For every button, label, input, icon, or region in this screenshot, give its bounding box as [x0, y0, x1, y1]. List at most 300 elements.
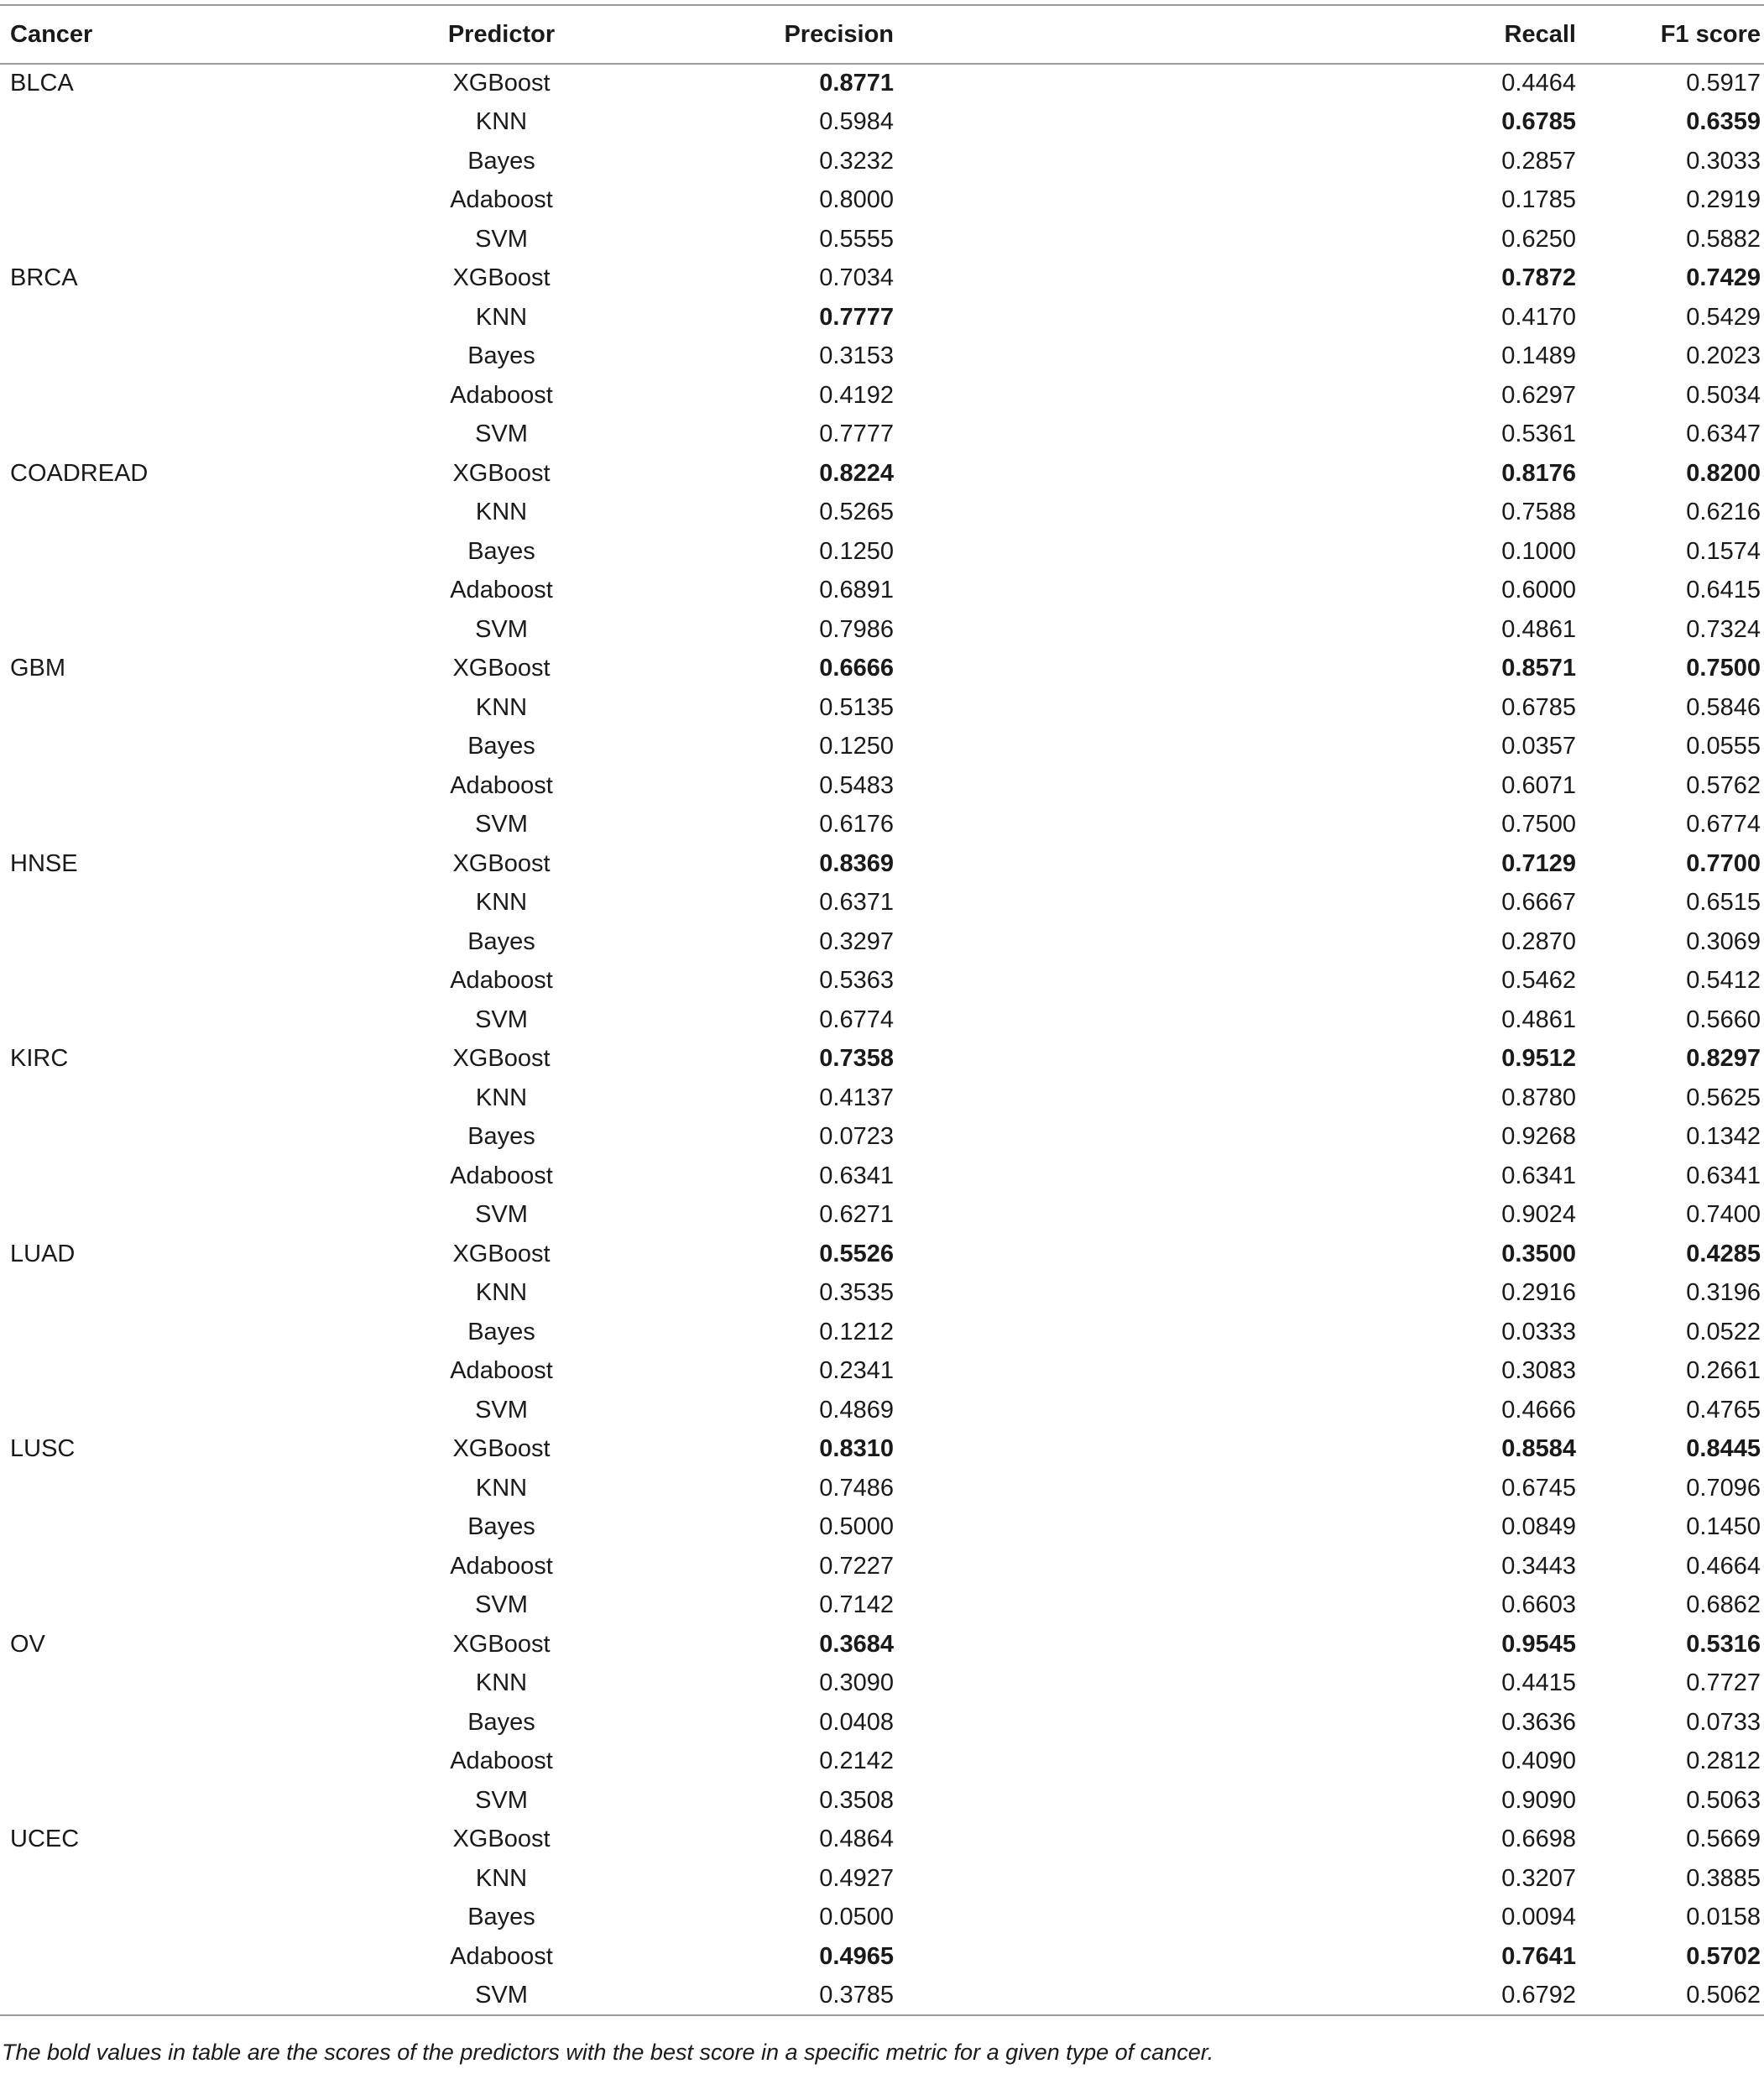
cell-recall: 0.1000 — [1501, 537, 1576, 565]
table-row — [0, 806, 1764, 845]
cell-precision: 0.2341 — [819, 1357, 894, 1385]
table-body — [0, 64, 1764, 2015]
cell-cancer — [0, 337, 420, 377]
cell-cancer: KIRC — [10, 1045, 69, 1073]
table-row — [0, 1274, 1764, 1314]
cell-cancer: UCEC — [10, 1826, 80, 1853]
cell-recall: 0.9512 — [1501, 1045, 1576, 1073]
cell-predictor: Adaboost — [450, 186, 553, 214]
cell-predictor: SVM — [475, 421, 528, 448]
cell-f1-score: 0.8200 — [1686, 459, 1761, 487]
cell-recall: 0.7500 — [1501, 811, 1576, 838]
cell-precision: 0.8310 — [819, 1435, 894, 1463]
cell-recall: 0.7129 — [1501, 849, 1576, 877]
cell-recall: 0.4464 — [1501, 70, 1576, 97]
table-row — [0, 1118, 1764, 1157]
cell-cancer: LUSC — [10, 1435, 76, 1463]
cell-predictor: SVM — [475, 1591, 528, 1619]
cell-cancer: BRCA — [10, 264, 78, 292]
cell-predictor: XGBoost — [452, 459, 551, 487]
cell-recall: 0.6250 — [1501, 225, 1576, 253]
cell-recall: 0.6667 — [1501, 889, 1576, 917]
cell-recall: 0.3207 — [1501, 1864, 1576, 1892]
cell-f1-score: 0.5702 — [1686, 1942, 1761, 1970]
cell-cancer — [0, 1079, 420, 1118]
cell-precision: 0.3090 — [819, 1669, 894, 1697]
cell-recall: 0.2870 — [1501, 927, 1576, 955]
cell-recall: 0.4170 — [1501, 303, 1576, 331]
cell-predictor: SVM — [420, 1977, 583, 2016]
cell-recall: 0.5361 — [1501, 421, 1576, 448]
cell-predictor: Bayes — [467, 1904, 535, 1931]
table-row — [0, 64, 1764, 103]
cell-predictor: Bayes — [467, 537, 535, 565]
table-row — [0, 1196, 1764, 1236]
cell-predictor: XGBoost — [452, 849, 551, 877]
table-row — [0, 220, 1764, 259]
cell-precision: 0.7358 — [819, 1045, 894, 1073]
cell-cancer — [0, 766, 420, 806]
table-row — [0, 259, 1764, 299]
cell-predictor: SVM — [475, 225, 528, 253]
cell-cancer — [0, 1508, 420, 1548]
cell-cancer: COADREAD — [10, 459, 149, 487]
table-row — [0, 337, 1764, 377]
cell-cancer — [0, 1664, 420, 1704]
cell-precision: 0.7034 — [819, 264, 894, 292]
cell-f1-score: 0.0522 — [1686, 1318, 1761, 1345]
cell-recall: 0.5462 — [1501, 967, 1576, 995]
cell-f1-score: 0.5660 — [1686, 1006, 1761, 1033]
cell-f1-score: 0.6359 — [1686, 108, 1761, 136]
cell-cancer: OV — [10, 1630, 45, 1658]
cell-predictor: XGBoost — [452, 1630, 551, 1658]
cell-recall: 0.9545 — [1501, 1630, 1576, 1658]
cell-predictor: Adaboost — [450, 1552, 553, 1580]
table-row — [0, 1742, 1764, 1782]
cell-cancer — [0, 1781, 420, 1821]
cell-f1-score: 0.7727 — [1686, 1669, 1761, 1697]
cell-recall: 0.4861 — [1501, 1006, 1576, 1033]
cell-f1-score: 0.0555 — [1686, 733, 1761, 760]
cell-recall: 0.7641 — [1501, 1942, 1576, 1970]
cell-predictor: Adaboost — [450, 1162, 553, 1189]
cell-predictor: XGBoost — [452, 264, 551, 292]
cell-cancer — [0, 962, 420, 1001]
cell-f1-score: 0.5846 — [1686, 693, 1761, 721]
cell-recall: 0.8176 — [1501, 459, 1576, 487]
cell-f1-score: 0.5625 — [1686, 1084, 1761, 1111]
cell-precision: 0.4137 — [819, 1084, 894, 1111]
cell-f1-score: 0.2661 — [1686, 1357, 1761, 1385]
table-row — [0, 1859, 1764, 1899]
cell-f1-score: 0.6347 — [1686, 421, 1761, 448]
table-row — [0, 1703, 1764, 1742]
cell-recall: 0.7872 — [1501, 264, 1576, 292]
cell-recall: 0.3636 — [1501, 1708, 1576, 1736]
cell-recall: 0.6297 — [1501, 381, 1576, 409]
table-row — [0, 1937, 1764, 1977]
cell-f1-score: 0.1450 — [1686, 1513, 1761, 1541]
cell-precision: 0.8771 — [819, 70, 894, 97]
table-row — [0, 1313, 1764, 1352]
cell-cancer — [0, 181, 420, 221]
cell-f1-score: 0.5412 — [1686, 967, 1761, 995]
cell-f1-score: 0.7400 — [1686, 1201, 1761, 1229]
cell-predictor: XGBoost — [452, 1240, 551, 1267]
cell-cancer — [0, 376, 420, 415]
cell-f1-score: 0.0158 — [1686, 1904, 1761, 1931]
cell-precision: 0.2142 — [819, 1747, 894, 1775]
cell-precision: 0.5363 — [819, 967, 894, 995]
cell-f1-score: 0.8297 — [1686, 1045, 1761, 1073]
cell-predictor: Bayes — [467, 147, 535, 175]
cell-precision: 0.7142 — [819, 1591, 894, 1619]
cell-recall: 0.6698 — [1501, 1826, 1576, 1853]
cell-cancer — [0, 1899, 420, 1938]
cell-predictor: Bayes — [467, 342, 535, 370]
cell-f1-score: 0.5762 — [1686, 771, 1761, 799]
table-header — [0, 5, 1764, 64]
cell-recall: 0.6745 — [1501, 1474, 1576, 1502]
cell-predictor: XGBoost — [452, 70, 551, 97]
table-row — [0, 454, 1764, 494]
cell-cancer — [0, 1469, 420, 1508]
table-row — [0, 610, 1764, 650]
cell-f1-score: 0.5917 — [1686, 70, 1761, 97]
cell-recall: 0.6792 — [1171, 1977, 1576, 2016]
header-recall: Recall — [1171, 5, 1576, 64]
cell-predictor: Adaboost — [450, 577, 553, 604]
cell-recall: 0.0357 — [1501, 733, 1576, 760]
table-row — [0, 1508, 1764, 1548]
cell-predictor: Bayes — [467, 1708, 535, 1736]
cell-recall: 0.6071 — [1501, 771, 1576, 799]
cell-recall: 0.8571 — [1501, 655, 1576, 682]
cell-precision: 0.6666 — [819, 655, 894, 682]
cell-cancer — [0, 1313, 420, 1352]
cell-f1-score: 0.6515 — [1686, 889, 1761, 917]
cell-cancer — [0, 220, 420, 259]
cell-cancer — [0, 494, 420, 533]
cell-recall: 0.2857 — [1501, 147, 1576, 175]
cell-precision: 0.3232 — [819, 147, 894, 175]
cell-f1-score: 0.5669 — [1686, 1826, 1761, 1853]
cell-predictor: KNN — [475, 1084, 528, 1111]
table-row — [0, 1664, 1764, 1704]
cell-f1-score: 0.1342 — [1686, 1123, 1761, 1151]
cell-cancer — [0, 1703, 420, 1742]
cell-cancer — [0, 298, 420, 337]
cell-recall: 0.1489 — [1501, 342, 1576, 370]
cell-predictor: Bayes — [467, 1123, 535, 1151]
cell-precision: 0.6371 — [819, 889, 894, 917]
cell-predictor: Adaboost — [450, 771, 553, 799]
cell-precision: 0.3684 — [819, 1630, 894, 1658]
cell-predictor: KNN — [475, 693, 528, 721]
cell-predictor: KNN — [475, 1474, 528, 1502]
cell-f1-score: 0.5034 — [1686, 381, 1761, 409]
cell-f1-score: 0.5429 — [1686, 303, 1761, 331]
table-row — [0, 1157, 1764, 1196]
cell-recall: 0.7588 — [1501, 499, 1576, 526]
cell-precision: 0.5135 — [819, 693, 894, 721]
cell-recall: 0.0094 — [1501, 1904, 1576, 1931]
cell-f1-score: 0.5316 — [1686, 1630, 1761, 1658]
cell-cancer — [0, 806, 420, 845]
cell-precision: 0.7986 — [819, 615, 894, 643]
cell-recall: 0.6000 — [1501, 577, 1576, 604]
cell-predictor: Adaboost — [450, 1747, 553, 1775]
cell-precision: 0.5265 — [819, 499, 894, 526]
cell-recall: 0.9090 — [1501, 1786, 1576, 1814]
cell-cancer — [0, 415, 420, 455]
cell-cancer — [0, 922, 420, 962]
cell-predictor: Adaboost — [450, 1357, 553, 1385]
cell-f1-score: 0.6341 — [1686, 1162, 1761, 1189]
cell-predictor: XGBoost — [452, 1045, 551, 1073]
table-row — [0, 1352, 1764, 1392]
cell-predictor: Bayes — [467, 733, 535, 760]
cell-predictor: SVM — [475, 615, 528, 643]
cell-f1-score: 0.3885 — [1686, 1864, 1761, 1892]
cell-cancer — [0, 688, 420, 728]
cell-predictor: SVM — [475, 1396, 528, 1424]
cell-cancer — [0, 884, 420, 923]
table-row — [0, 142, 1764, 181]
cell-recall: 0.3083 — [1501, 1357, 1576, 1385]
cell-predictor: Bayes — [467, 1513, 535, 1541]
cell-precision: 0.5483 — [819, 771, 894, 799]
table-row — [0, 650, 1764, 689]
cell-f1-score: 0.7700 — [1686, 849, 1761, 877]
cell-predictor: Bayes — [467, 1318, 535, 1345]
cell-precision: 0.4869 — [819, 1396, 894, 1424]
cell-recall: 0.4861 — [1501, 615, 1576, 643]
cell-f1-score: 0.2023 — [1686, 342, 1761, 370]
cell-predictor: KNN — [475, 1279, 528, 1307]
cell-precision: 0.4192 — [819, 381, 894, 409]
cell-f1-score: 0.4664 — [1686, 1552, 1761, 1580]
cell-precision: 0.8000 — [819, 186, 894, 214]
table-row — [0, 1000, 1764, 1040]
cell-f1-score: 0.0733 — [1686, 1708, 1761, 1736]
cell-f1-score: 0.8445 — [1686, 1435, 1761, 1463]
table-row — [0, 844, 1764, 884]
cell-precision: 0.8224 — [819, 459, 894, 487]
header-cancer: Cancer — [0, 5, 420, 64]
cell-cancer — [0, 1118, 420, 1157]
cell-cancer — [0, 1586, 420, 1626]
cell-predictor: KNN — [475, 303, 528, 331]
cell-precision: 0.6341 — [819, 1162, 894, 1189]
cell-precision: 0.7486 — [819, 1474, 894, 1502]
cell-f1-score: 0.6415 — [1686, 577, 1761, 604]
cell-predictor: SVM — [475, 811, 528, 838]
cell-f1-score: 0.3069 — [1686, 927, 1761, 955]
cell-precision: 0.7227 — [819, 1552, 894, 1580]
header-predictor: Predictor — [420, 5, 583, 64]
table-row — [0, 962, 1764, 1001]
table-row — [0, 572, 1764, 611]
cell-recall: 0.8584 — [1501, 1435, 1576, 1463]
table-row — [0, 1391, 1764, 1430]
cell-f1-score: 0.3196 — [1686, 1279, 1761, 1307]
cell-f1-score: 0.2919 — [1686, 186, 1761, 214]
cell-recall: 0.9024 — [1501, 1201, 1576, 1229]
table-row — [0, 1977, 1764, 2016]
cell-precision: 0.8369 — [819, 849, 894, 877]
cell-precision: 0.4927 — [819, 1864, 894, 1892]
cell-precision: 0.6774 — [819, 1006, 894, 1033]
cell-predictor: SVM — [475, 1201, 528, 1229]
cell-recall: 0.1785 — [1501, 186, 1576, 214]
cell-precision: 0.3508 — [819, 1786, 894, 1814]
cell-f1-score: 0.2812 — [1686, 1747, 1761, 1775]
cell-recall: 0.3443 — [1501, 1552, 1576, 1580]
cell-recall: 0.0333 — [1501, 1318, 1576, 1345]
table-row — [0, 1469, 1764, 1508]
cell-f1-score: 0.3033 — [1686, 147, 1761, 175]
cell-cancer — [0, 142, 420, 181]
cell-cancer — [0, 1937, 420, 1977]
cell-predictor: KNN — [475, 499, 528, 526]
cell-precision: 0.6271 — [819, 1201, 894, 1229]
cell-recall: 0.4666 — [1501, 1396, 1576, 1424]
cell-precision: 0.3297 — [819, 927, 894, 955]
cell-precision: 0.6891 — [819, 577, 894, 604]
cell-recall: 0.6603 — [1501, 1591, 1576, 1619]
cell-cancer — [0, 572, 420, 611]
cell-precision: 0.0500 — [819, 1904, 894, 1931]
cell-precision: 0.0723 — [819, 1123, 894, 1151]
cell-recall: 0.2916 — [1501, 1279, 1576, 1307]
table-row — [0, 494, 1764, 533]
cell-f1-score: 0.6862 — [1686, 1591, 1761, 1619]
cell-f1-score: 0.7324 — [1686, 615, 1761, 643]
cell-cancer — [0, 1352, 420, 1392]
cell-f1-score: 0.7096 — [1686, 1474, 1761, 1502]
cell-precision: 0.4864 — [819, 1826, 894, 1853]
cell-cancer: GBM — [10, 655, 66, 682]
cell-precision: 0.1212 — [819, 1318, 894, 1345]
cell-cancer — [0, 1859, 420, 1899]
cell-recall: 0.6341 — [1501, 1162, 1576, 1189]
table-row — [0, 532, 1764, 572]
table-row — [0, 728, 1764, 767]
header-f1-score: F1 score — [1576, 5, 1764, 64]
table-row — [0, 1899, 1764, 1938]
cell-cancer — [0, 1196, 420, 1236]
table-row — [0, 1781, 1764, 1821]
cell-precision: 0.7777 — [819, 421, 894, 448]
table-row — [0, 376, 1764, 415]
table-row — [0, 1430, 1764, 1470]
table-row — [0, 1235, 1764, 1274]
cell-recall: 0.4415 — [1501, 1669, 1576, 1697]
metrics-table — [0, 4, 1764, 2016]
cell-recall: 0.3500 — [1501, 1240, 1576, 1267]
cell-recall: 0.6785 — [1501, 108, 1576, 136]
cell-cancer: HNSE — [10, 849, 78, 877]
cell-f1-score: 0.6216 — [1686, 499, 1761, 526]
cell-cancer — [0, 1391, 420, 1430]
cell-f1-score: 0.7500 — [1686, 655, 1761, 682]
cell-cancer — [0, 1274, 420, 1314]
cell-predictor: Adaboost — [450, 1942, 553, 1970]
cell-recall: 0.9268 — [1501, 1123, 1576, 1151]
table-footnote: The bold values in table are the scores of the predictors with the best score in a specific metric for a given type of cancer. — [2, 2040, 1214, 2065]
header-row — [0, 5, 1764, 64]
table-row — [0, 884, 1764, 923]
table-row — [0, 1040, 1764, 1079]
cell-recall: 0.8780 — [1501, 1084, 1576, 1111]
cell-f1-score: 0.1574 — [1686, 537, 1761, 565]
cell-predictor: SVM — [475, 1006, 528, 1033]
cell-f1-score: 0.6774 — [1686, 811, 1761, 838]
cell-predictor: XGBoost — [452, 655, 551, 682]
cell-precision: 0.4965 — [819, 1942, 894, 1970]
cell-precision: 0.5984 — [819, 108, 894, 136]
cell-predictor: KNN — [475, 108, 528, 136]
table-row — [0, 766, 1764, 806]
table-row — [0, 1821, 1764, 1860]
cell-cancer — [0, 1000, 420, 1040]
cell-cancer — [0, 610, 420, 650]
cell-predictor: SVM — [475, 1786, 528, 1814]
cell-precision: 0.3535 — [819, 1279, 894, 1307]
cell-recall: 0.6785 — [1501, 693, 1576, 721]
cell-predictor: Bayes — [467, 927, 535, 955]
cell-precision: 0.5526 — [819, 1240, 894, 1267]
cell-cancer — [0, 532, 420, 572]
cell-f1-score: 0.4285 — [1686, 1240, 1761, 1267]
header-precision: Precision — [583, 5, 1171, 64]
cell-predictor: KNN — [475, 1669, 528, 1697]
cell-predictor: Adaboost — [450, 381, 553, 409]
cell-cancer — [0, 1977, 420, 2016]
table-row — [0, 181, 1764, 221]
cell-recall: 0.4090 — [1501, 1747, 1576, 1775]
cell-precision: 0.7777 — [819, 303, 894, 331]
table-row — [0, 1625, 1764, 1664]
cell-predictor: KNN — [475, 1864, 528, 1892]
cell-f1-score: 0.4765 — [1686, 1396, 1761, 1424]
table-row — [0, 415, 1764, 455]
cell-precision: 0.3785 — [583, 1977, 1171, 2016]
cell-f1-score: 0.7429 — [1686, 264, 1761, 292]
table-row — [0, 1586, 1764, 1626]
cell-precision: 0.3153 — [819, 342, 894, 370]
cell-cancer — [0, 103, 420, 143]
table-row — [0, 298, 1764, 337]
cell-precision: 0.5000 — [819, 1513, 894, 1541]
cell-precision: 0.6176 — [819, 811, 894, 838]
table-row — [0, 922, 1764, 962]
cell-precision: 0.1250 — [819, 733, 894, 760]
cell-predictor: Adaboost — [450, 967, 553, 995]
table-row — [0, 688, 1764, 728]
cell-cancer — [0, 728, 420, 767]
cell-precision: 0.5555 — [819, 225, 894, 253]
cell-cancer — [0, 1157, 420, 1196]
cell-recall: 0.0849 — [1501, 1513, 1576, 1541]
cell-cancer — [0, 1547, 420, 1586]
table-row — [0, 1547, 1764, 1586]
cell-cancer: LUAD — [10, 1240, 76, 1267]
cell-f1-score: 0.5882 — [1686, 225, 1761, 253]
cell-cancer — [0, 1742, 420, 1782]
